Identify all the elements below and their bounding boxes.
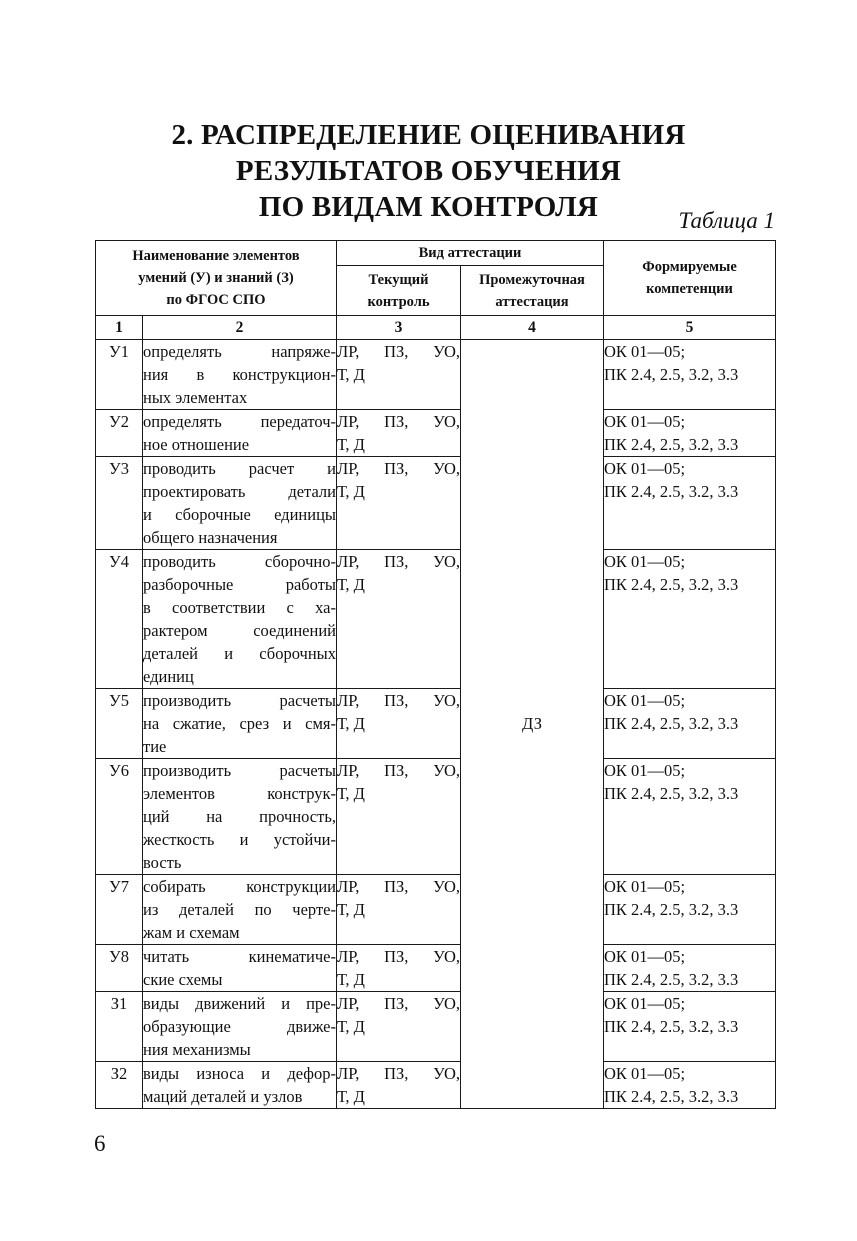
header-line: аттестация [495,293,569,310]
row-code: У7 [96,875,143,945]
row-current-control [337,340,461,410]
description-line: ций на прочность, [143,807,336,826]
description-line: деталей и сборочных [143,644,336,663]
row-competencies [604,689,776,759]
description-line: определять передаточ- [143,412,336,431]
row-description [143,759,337,875]
row-description [143,689,337,759]
row-description [143,945,337,992]
control-line: ЛР, ПЗ, УО, [337,1064,460,1083]
header-competencies [604,241,776,316]
row-current-control [337,689,461,759]
table-body [96,340,776,1109]
description-line: из деталей по черте- [143,900,336,919]
description-line: ния механизмы [143,1040,251,1059]
description-line: рактером соединений [143,621,336,640]
control-line: ЛР, ПЗ, УО, [337,994,460,1013]
row-current-control [337,410,461,457]
competency-line: ОК 01—05; [604,761,686,780]
row-description [143,457,337,550]
row-competencies [604,759,776,875]
header-line: по ФГОС СПО [166,292,266,308]
description-line: проектировать детали [143,482,336,501]
title-line: РЕЗУЛЬТАТОВ ОБУЧЕНИЯ [235,155,622,188]
intermediate-attestation-cell: ДЗ [461,340,604,1109]
competency-line: ОК 01—05; [604,552,686,571]
description-line: производить расчеты [143,761,336,780]
row-code: У6 [96,759,143,875]
control-line: ЛР, ПЗ, УО, [337,761,460,780]
page-number: 6 [94,1131,106,1156]
description-line: в соответствии с ха- [143,598,336,617]
competency-line: ПК 2.4, 2.5, 3.2, 3.3 [604,714,739,733]
row-competencies [604,457,776,550]
row-competencies [604,875,776,945]
control-line: Т, Д [337,900,365,919]
competency-line: ПК 2.4, 2.5, 3.2, 3.3 [604,435,739,454]
header-current-control [337,266,461,316]
description-line: и сборочные единицы [143,505,336,524]
table-row [96,550,776,689]
control-line: Т, Д [337,435,365,454]
header-intermediate-attestation [461,266,604,316]
description-line: тие [143,737,167,756]
description-line: элементов конструк- [143,784,336,803]
header-line: контроль [367,293,430,310]
description-line: разборочные работы [143,575,336,594]
description-line: образующие движе- [143,1017,336,1036]
description-line: ное отношение [143,435,250,454]
row-code: У2 [96,410,143,457]
column-number: 2 [143,316,337,340]
header-line: умений (У) и знаний (З) [138,270,294,286]
table-row [96,759,776,875]
control-line: ЛР, ПЗ, УО, [337,691,460,710]
title-line: 2. РАСПРЕДЕЛЕНИЕ ОЦЕНИВАНИЯ [171,119,686,152]
row-current-control [337,945,461,992]
row-current-control [337,992,461,1062]
row-competencies [604,1062,776,1109]
competency-line: ПК 2.4, 2.5, 3.2, 3.3 [604,1017,739,1036]
control-line: Т, Д [337,365,365,384]
row-description [143,875,337,945]
control-line: ЛР, ПЗ, УО, [337,947,460,966]
row-code: З1 [96,992,143,1062]
row-current-control [337,1062,461,1109]
row-code: У3 [96,457,143,550]
description-line: жесткость и устойчи- [143,830,336,849]
control-line: ЛР, ПЗ, УО, [337,877,460,896]
control-line: ЛР, ПЗ, УО, [337,412,460,431]
row-competencies [604,340,776,410]
table-row [96,1062,776,1109]
competency-line: ПК 2.4, 2.5, 3.2, 3.3 [604,575,739,594]
column-number: 1 [96,316,143,340]
header-line: Формируемые [642,259,737,275]
header-attestation-group: Вид аттестации [337,241,604,266]
row-current-control [337,759,461,875]
description-line: единиц [143,667,194,686]
competency-line: ПК 2.4, 2.5, 3.2, 3.3 [604,365,739,384]
row-code: З2 [96,1062,143,1109]
description-line: собирать конструкции [143,877,336,896]
title-line: ПО ВИДАМ КОНТРОЛЯ [258,191,599,224]
competency-line: ПК 2.4, 2.5, 3.2, 3.3 [604,1087,739,1106]
row-code: У1 [96,340,143,410]
row-current-control [337,875,461,945]
row-code: У8 [96,945,143,992]
competency-line: ПК 2.4, 2.5, 3.2, 3.3 [604,784,739,803]
description-line: виды износа и дефор- [143,1064,336,1083]
competency-line: ОК 01—05; [604,412,686,431]
row-description [143,992,337,1062]
row-description [143,410,337,457]
description-line: вость [143,853,182,872]
control-line: Т, Д [337,784,365,803]
column-number: 3 [337,316,461,340]
header-line: Текущий [368,271,429,288]
row-competencies [604,945,776,992]
description-line: ские схемы [143,970,223,989]
row-competencies [604,550,776,689]
table-row [96,875,776,945]
description-line: на сжатие, срез и смя- [143,714,336,733]
table-row [96,689,776,759]
row-competencies [604,410,776,457]
description-line: жам и схемам [143,923,240,942]
description-line: производить расчеты [143,691,336,710]
description-line: виды движений и пре- [143,994,336,1013]
table-row [96,457,776,550]
header-elements [96,241,337,316]
table-row [96,410,776,457]
control-line: ЛР, ПЗ, УО, [337,552,460,571]
header-line: Промежуточная [479,271,585,288]
description-line: определять напряже- [143,342,336,361]
column-number: 5 [604,316,776,340]
competency-line: ОК 01—05; [604,947,686,966]
row-description [143,340,337,410]
column-number: 4 [461,316,604,340]
row-description [143,550,337,689]
control-line: ЛР, ПЗ, УО, [337,342,460,361]
control-line: Т, Д [337,1017,365,1036]
row-current-control [337,550,461,689]
row-competencies [604,992,776,1062]
description-line: общего назначения [143,528,278,547]
competency-line: ОК 01—05; [604,342,686,361]
table-row [96,340,776,410]
competency-line: ПК 2.4, 2.5, 3.2, 3.3 [604,900,739,919]
competency-line: ПК 2.4, 2.5, 3.2, 3.3 [604,970,739,989]
competency-line: ПК 2.4, 2.5, 3.2, 3.3 [604,482,739,501]
description-line: ния в конструкцион- [143,365,336,384]
competency-line: ОК 01—05; [604,1064,686,1083]
control-line: ЛР, ПЗ, УО, [337,459,460,478]
row-code: У4 [96,550,143,689]
control-line: Т, Д [337,970,365,989]
row-code: У5 [96,689,143,759]
description-line: проводить расчет и [143,459,336,478]
assessment-table [95,240,776,1109]
description-line: маций деталей и узлов [143,1087,303,1106]
competency-line: ОК 01—05; [604,877,686,896]
description-line: проводить сборочно- [143,552,336,571]
row-description [143,1062,337,1109]
header-line: Наименование элементов [132,248,300,264]
control-line: Т, Д [337,714,365,733]
description-line: читать кинематиче- [143,947,336,966]
competency-line: ОК 01—05; [604,691,686,710]
control-line: Т, Д [337,575,365,594]
table-row [96,945,776,992]
row-current-control [337,457,461,550]
table-caption: Таблица 1 [678,208,775,233]
competency-line: ОК 01—05; [604,994,686,1013]
control-line: Т, Д [337,1087,365,1106]
table-row [96,992,776,1062]
header-line: компетенции [646,281,733,297]
description-line: ных элементах [143,388,248,407]
competency-line: ОК 01—05; [604,459,686,478]
control-line: Т, Д [337,482,365,501]
